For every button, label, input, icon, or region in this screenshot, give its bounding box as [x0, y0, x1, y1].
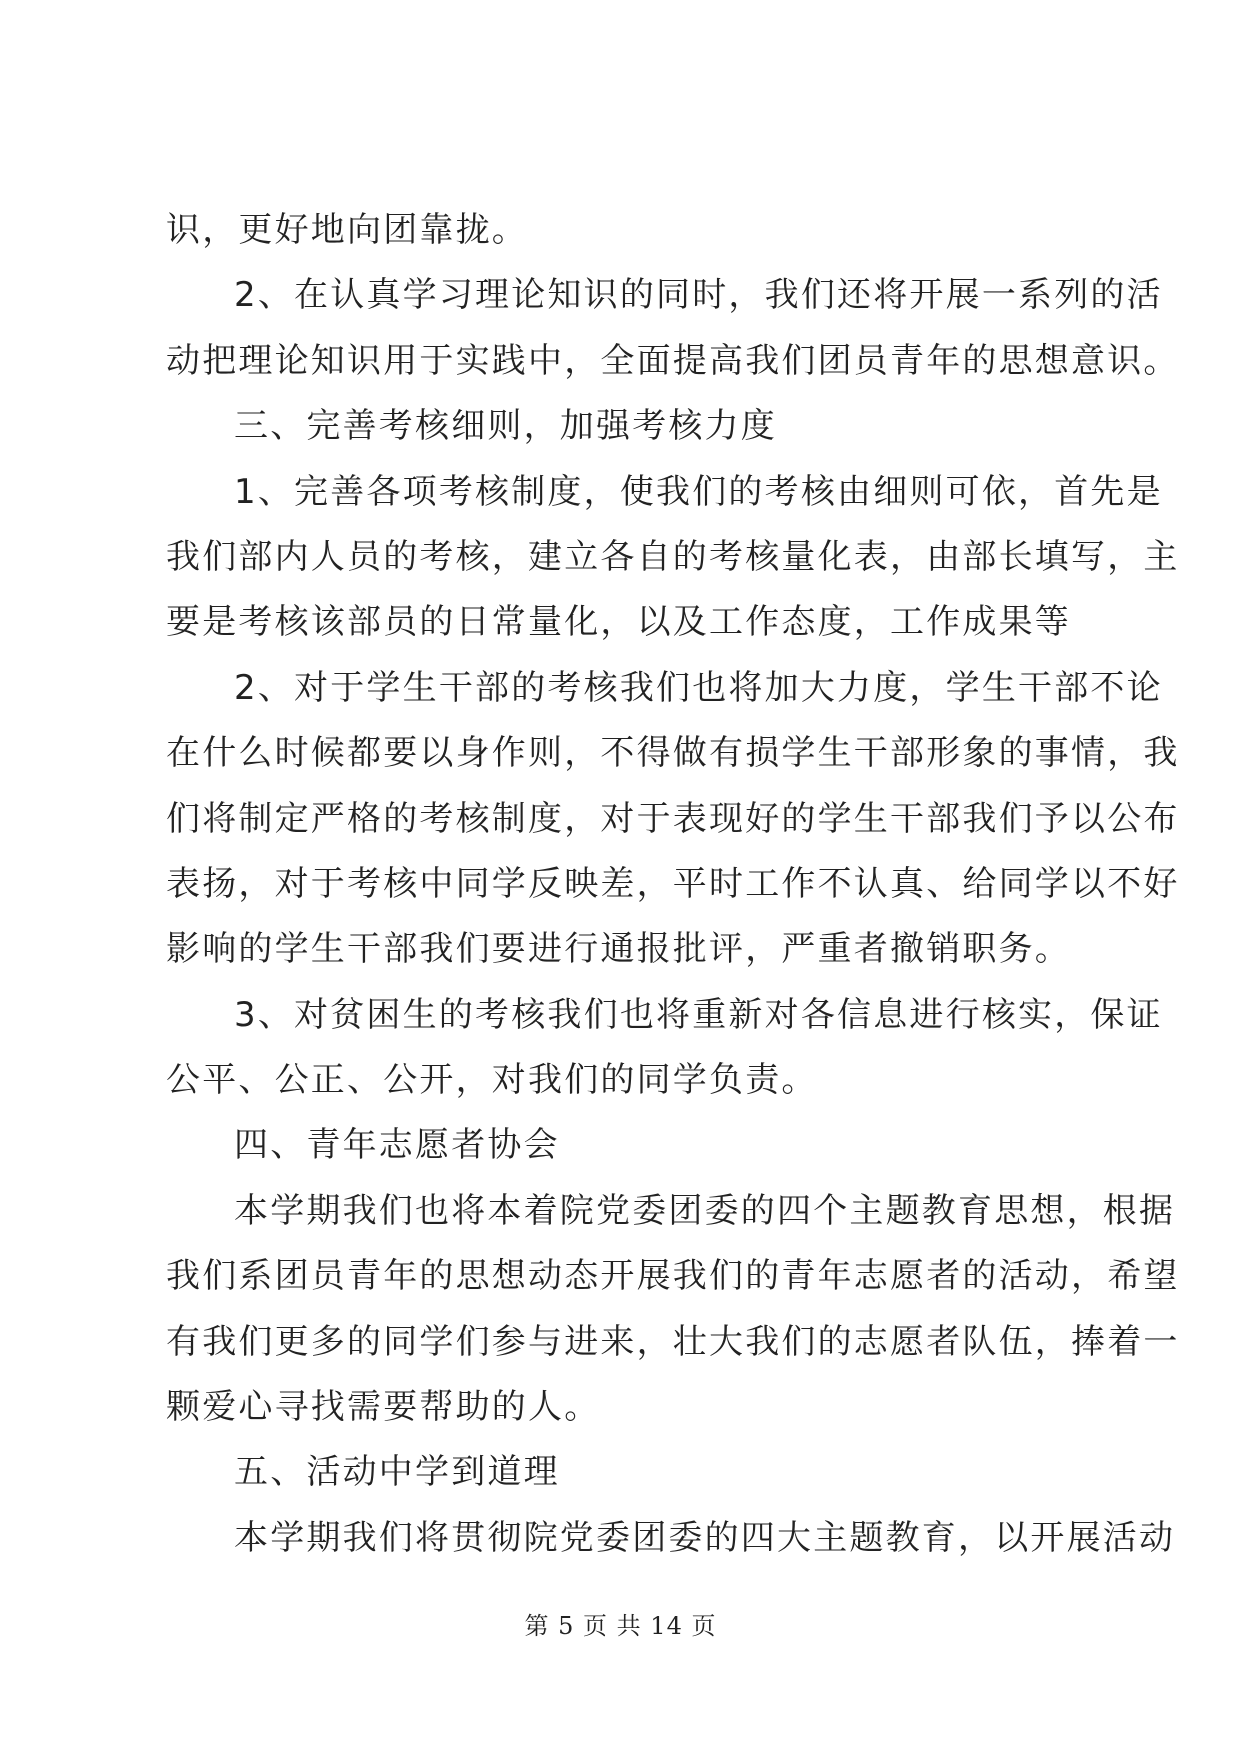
text-line: 在什么时候都要以身作则，不得做有损学生干部形象的事情，我: [166, 733, 1180, 774]
text-line: 影响的学生干部我们要进行通报批评，严重者撤销职务。: [166, 929, 1071, 970]
text-line: 本学期我们将贯彻院党委团委的四大主题教育，以开展活动: [234, 1517, 1176, 1558]
text-line: 要是考核该部员的日常量化，以及工作态度，工作成果等: [166, 602, 1071, 643]
text-line: 我们系团员青年的思想动态开展我们的青年志愿者的活动，希望: [166, 1256, 1180, 1297]
text-line: 动把理论知识用于实践中，全面提高我们团员青年的思想意识。: [166, 340, 1180, 381]
text-line: 五、活动中学到道理: [234, 1452, 560, 1493]
page-number-footer: 第 5 页 共 14 页: [524, 1612, 717, 1640]
text-line: 四、青年志愿者协会: [234, 1125, 560, 1166]
text-line: 本学期我们也将本着院党委团委的四个主题教育思想，根据: [234, 1190, 1176, 1231]
text-line: 有我们更多的同学们参与进来，壮大我们的志愿者队伍，捧着一: [166, 1321, 1180, 1362]
text-line: 3、对贫困生的考核我们也将重新对各信息进行核实，保证: [234, 994, 1163, 1035]
text-line: 1、完善各项考核制度，使我们的考核由细则可依，首先是: [234, 471, 1163, 512]
text-line: 识，更好地向团靠拢。: [166, 210, 528, 250]
text-line: 们将制定严格的考核制度，对于表现好的学生干部我们予以公布: [166, 798, 1180, 839]
text-line: 三、完善考核细则，加强考核力度: [234, 406, 777, 447]
text-line: 2、对于学生干部的考核我们也将加大力度，学生干部不论: [234, 667, 1163, 708]
text-line: 2、在认真学习理论知识的同时，我们还将开展一系列的活: [234, 275, 1163, 316]
text-line: 表扬，对于考核中同学反映差，平时工作不认真、给同学以不好: [166, 863, 1180, 904]
text-line: 公平、公正、公开，对我们的同学负责。: [166, 1060, 818, 1101]
document-body: [166, 198, 1180, 1571]
text-line: 颗爱心寻找需要帮助的人。: [166, 1387, 601, 1428]
text-line: 我们部内人员的考核，建立各自的考核量化表，由部长填写，主: [166, 536, 1180, 577]
